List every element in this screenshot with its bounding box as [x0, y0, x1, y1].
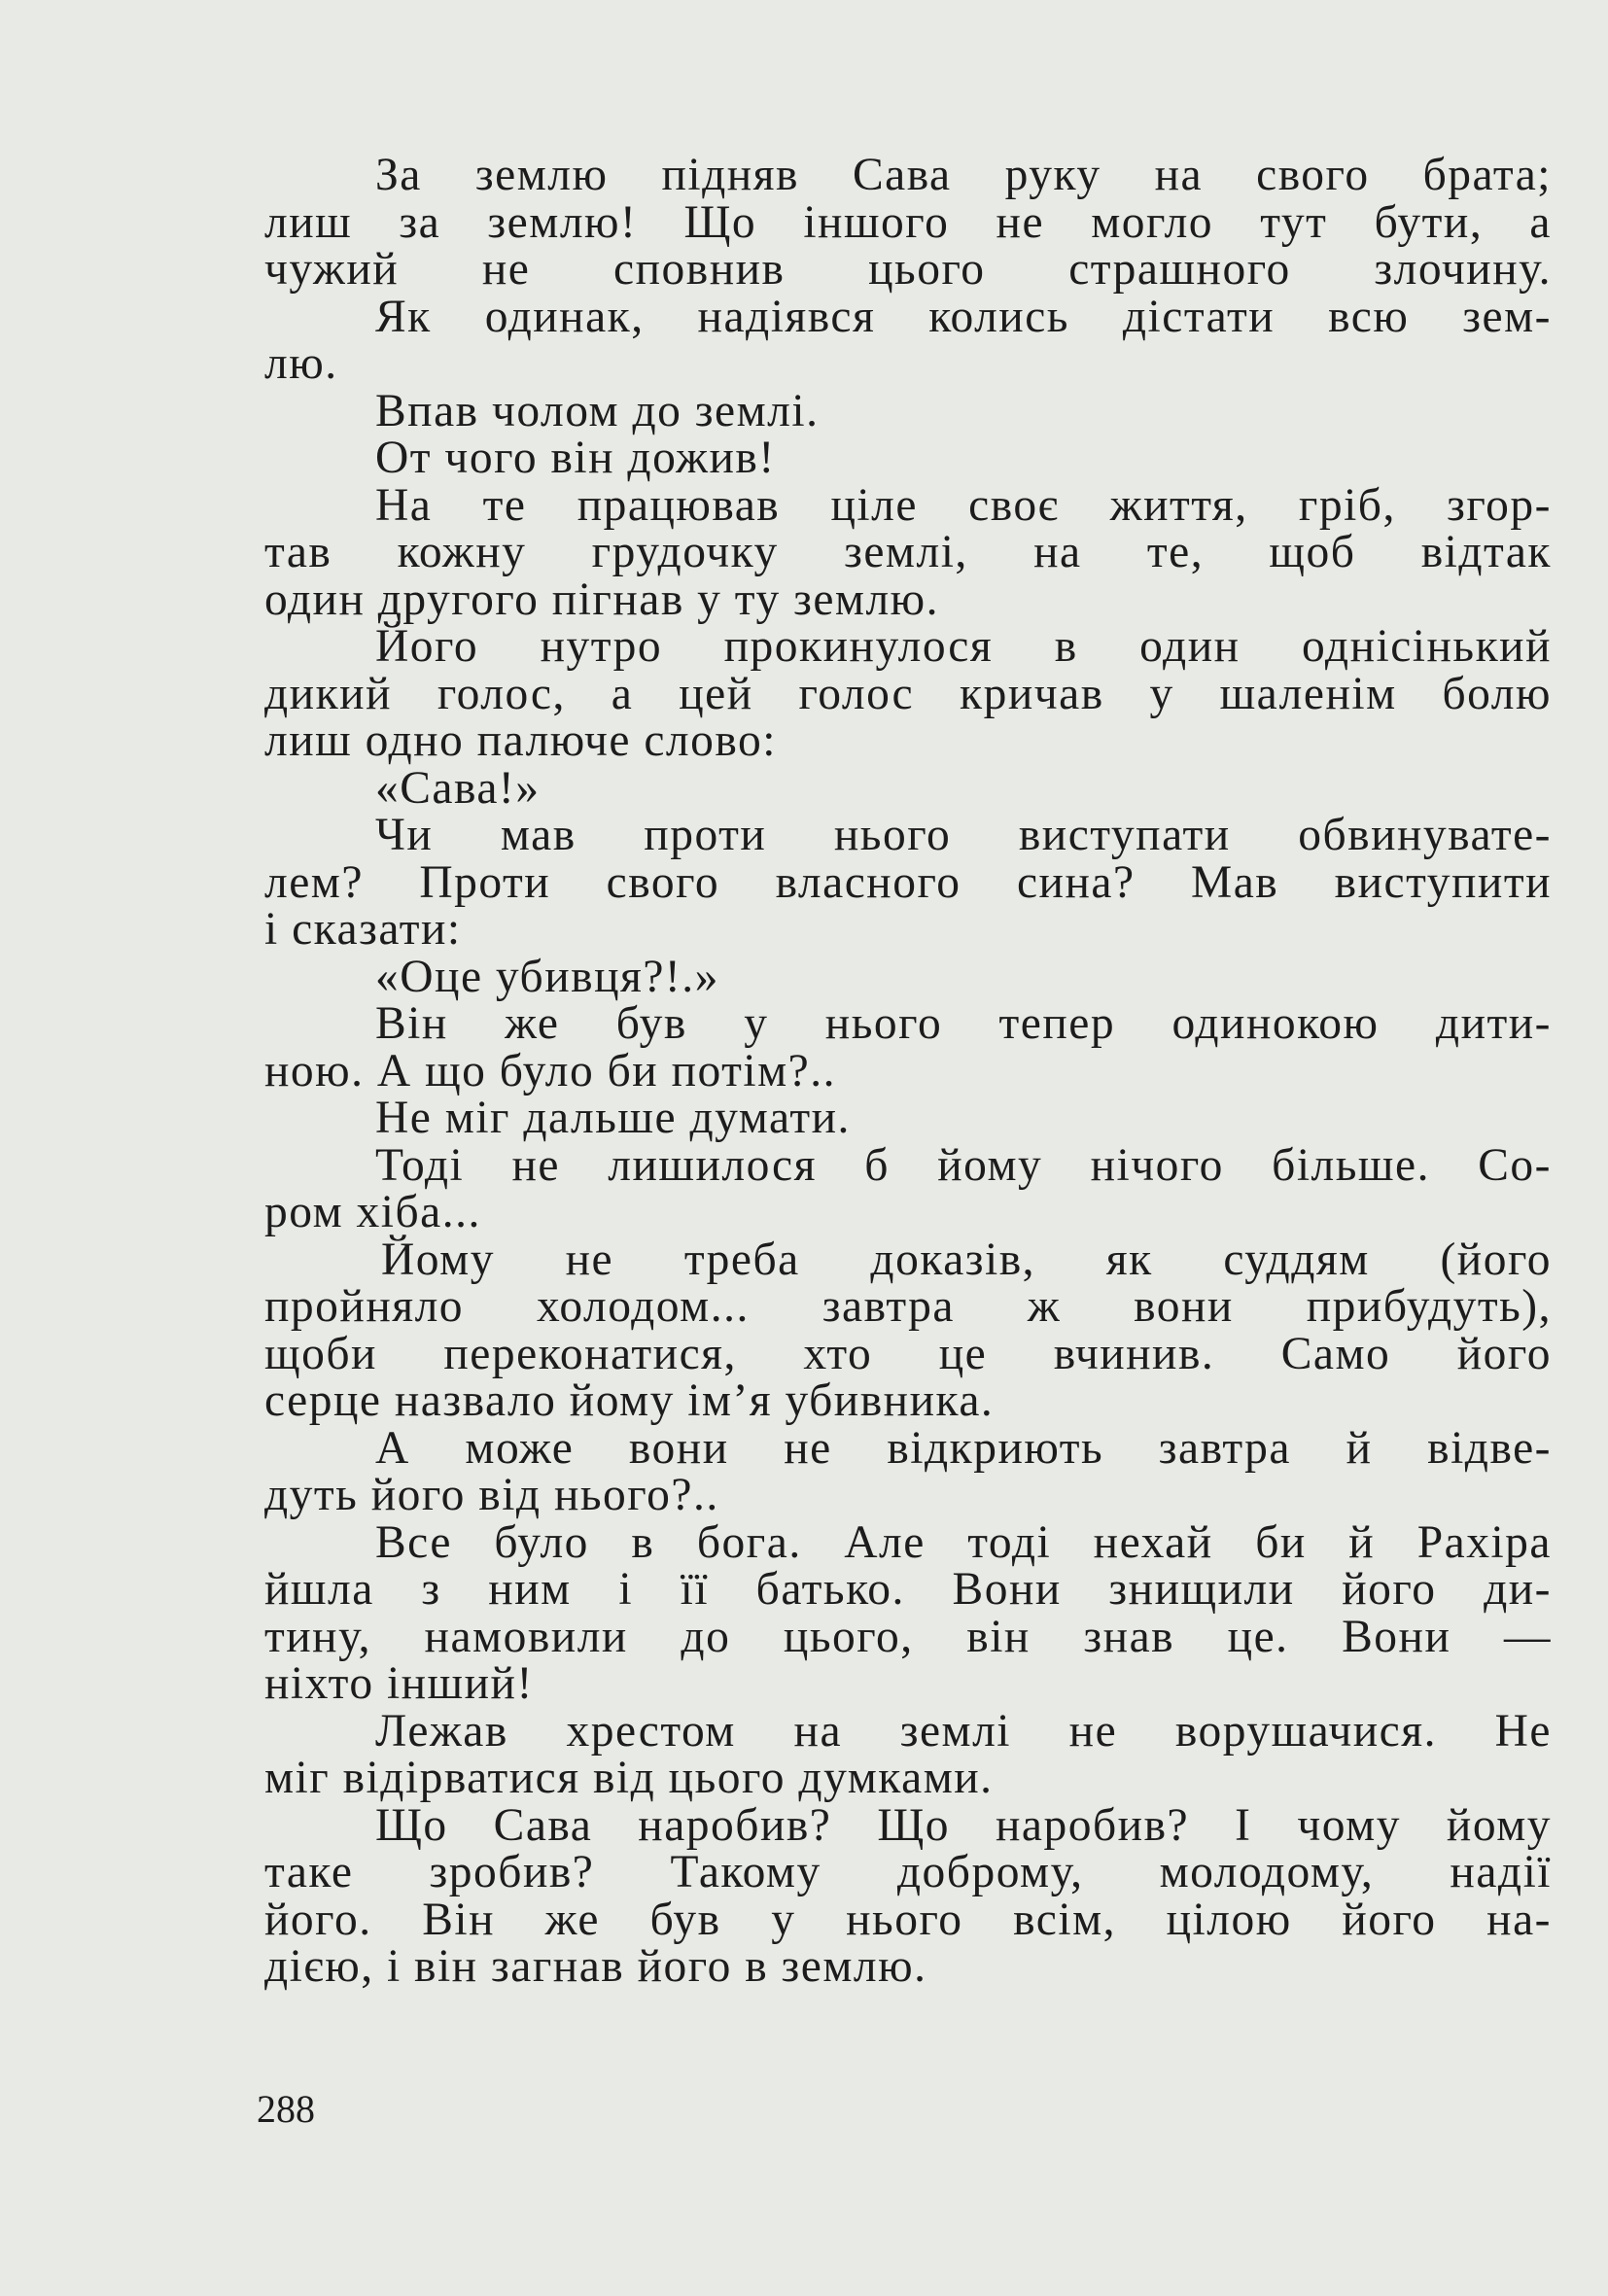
text-line: його. Він же був у нього всім, цілою його на- — [264, 1894, 1552, 1945]
text-line: ною. А що було би потім?.. — [264, 1045, 836, 1096]
text-line: йшла з ним і її батько. Вони знищили його ди- — [264, 1564, 1552, 1615]
text-line: Чи мав проти нього виступати обвинувате- — [375, 810, 1552, 860]
text-line: Що Сава наробив? Що наробив? І чому йому — [375, 1799, 1552, 1851]
text-line: «Сава!» — [375, 762, 541, 814]
text-line: За землю підняв Сава руку на свого брата; — [375, 150, 1552, 200]
text-line: і сказати: — [264, 904, 462, 955]
text-line: лиш одно палюче слово: — [264, 715, 777, 766]
text-line: міг відірватися від цього думками. — [264, 1753, 994, 1803]
text-line: Тоді не лишилося б йому нічого більше. Со- — [375, 1139, 1552, 1191]
text-line: дикий голос, а цей голос кричав у шаленім болю — [264, 668, 1552, 719]
text-line: Все було в бога. Але тоді нехай би й Рахіра — [375, 1516, 1552, 1568]
text-line: «Оце убивця?!.» — [375, 951, 719, 1002]
text-line: Його нутро прокинулося в один однісінький — [375, 621, 1552, 672]
text-line: тав кожну грудочку землі, на те, щоб відтак — [264, 527, 1552, 577]
text-line: Лежав хрестом на землі не ворушачися. Не — [375, 1705, 1552, 1757]
text-line: Як одинак, надіявся колись дістати всю зем- — [375, 291, 1552, 342]
body-text — [264, 152, 1552, 1991]
text-line: дуть його від нього?.. — [264, 1470, 719, 1520]
text-line: пройняло холодом... завтра ж вони прибудуть), — [264, 1281, 1552, 1332]
text-line: ніхто інший! — [264, 1658, 534, 1709]
text-line: тину, намовили до цього, він знав це. Вони — — [264, 1611, 1552, 1662]
text-line: серце назвало йому ім’я убивника. — [264, 1375, 995, 1426]
text-line: дією, і він загнав його в землю. — [264, 1941, 927, 1992]
text-line: один другого пігнав у ту землю. — [264, 574, 940, 625]
text-line: таке зробив? Такому доброму, молодому, надії — [264, 1847, 1552, 1897]
text-line: Не міг дальше думати. — [375, 1093, 851, 1143]
text-line: щоби переконатися, хто це вчинив. Само його — [264, 1328, 1552, 1379]
text-line: А може вони не відкриють завтра й відве- — [375, 1422, 1552, 1474]
text-line: Він же був у нього тепер одинокою дити- — [375, 998, 1552, 1049]
text-line: чужий не сповнив цього страшного злочину. — [264, 244, 1552, 295]
text-line: На те працював ціле своє життя, гріб, згор- — [375, 479, 1552, 531]
page-number: 288 — [257, 2087, 315, 2131]
text-line: лю. — [264, 338, 338, 389]
text-line: лем? Проти свого власного сина? Мав виступити — [264, 856, 1552, 908]
text-line: ром хіба... — [264, 1187, 481, 1237]
text-line: Йому не треба доказів, як суддям (його — [381, 1234, 1552, 1285]
text-line: лиш за землю! Що іншого не могло тут бути, а — [264, 196, 1552, 248]
text-line: Впав чолом до землі. — [375, 385, 820, 436]
text-line: От чого він дожив! — [375, 433, 776, 483]
